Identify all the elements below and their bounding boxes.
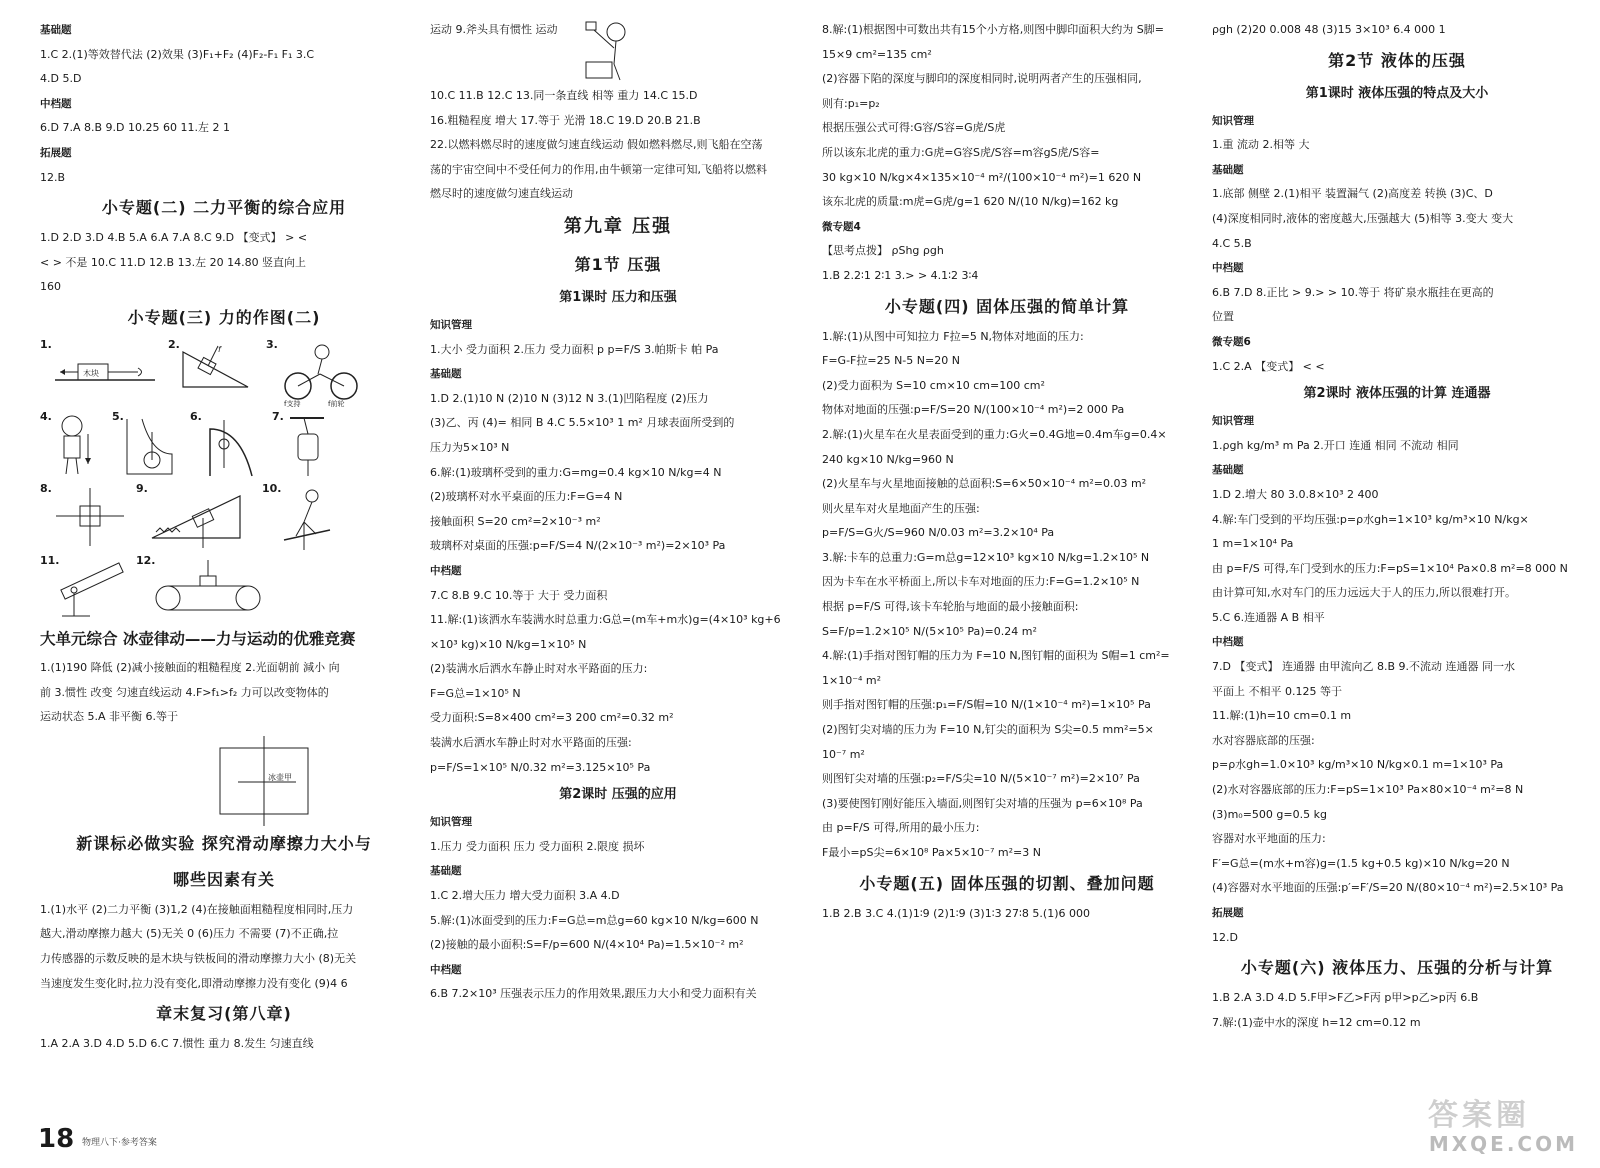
answer-line: 当速度发生变化时,拉力没有变化,即滑动摩擦力没有变化 (9)4 6 — [40, 976, 348, 990]
block-label: 木块 — [83, 368, 99, 378]
answer-line: 由 p=F/S 可得,所用的最小压力: — [822, 821, 980, 835]
difficulty-label: 中档题 — [40, 97, 72, 110]
topic-4-title: 小专题(四) 固体压强的简单计算 — [884, 296, 1130, 316]
answer-line: 1.(1)水平 (2)二力平衡 (3)1,2 (4)在接触面粗糙程度相同时,压力 — [40, 902, 354, 916]
answer-line: 位置 — [1212, 310, 1234, 324]
answer-line: (2)火星车与火星地面接触的总面积:S=6×50×10⁻⁴ m²=0.03 m² — [822, 477, 1147, 491]
fig-label-4: 4. — [40, 409, 52, 423]
svg-text:f支持: f支持 — [284, 399, 301, 408]
answer-line: (2)接触的最小面积:S=F/p=600 N/(4×10⁴ Pa)=1.5×10⁻² m² — [430, 938, 744, 952]
column-3 — [822, 18, 1192, 1116]
topic-6-title: 小专题(六) 液体压力、压强的分析与计算 — [1240, 958, 1554, 978]
answer-line: 7.C 8.B 9.C 10.等于 大于 受力面积 — [430, 588, 608, 602]
unit-review-title: 大单元综合 冰壶律动——力与运动的优雅竞赛 — [40, 629, 356, 648]
page-footer-subtitle: 物理八下·参考答案 — [82, 1138, 157, 1148]
answer-line: 容器对水平地面的压力: — [1212, 832, 1326, 846]
axe-chopping-figure — [580, 18, 636, 82]
answer-line: 玻璃杯对桌面的压强:p=F/S=4 N/(2×10⁻³ m²)=2×10³ Pa — [430, 539, 726, 553]
answer-line: 1.D 2.D 3.D 4.B 5.A 6.A 7.A 8.C 9.D 【变式】 > < — [40, 231, 308, 245]
fig-label-1: 1. — [40, 337, 52, 351]
difficulty-label: 知识管理 — [1212, 415, 1254, 428]
answer-line: 前 3.惯性 改变 匀速直线运动 4.F>f₁>f₂ 力可以改变物体的 — [40, 685, 329, 699]
answer-line: 则图钉尖对墙的压强:p₂=F/S尖=10 N/(5×10⁻⁷ m²)=2×10⁷ Pa — [822, 772, 1140, 786]
curling-label: 冰壶甲 — [268, 772, 292, 782]
answer-line: < > 不是 10.C 11.D 12.B 13.左 20 14.80 竖直向上 — [40, 255, 307, 269]
answer-line: 2.解:(1)火星车在火星表面受到的重力:G火=0.4G地=0.4m车g=0.4× — [822, 427, 1167, 441]
experiment-title-line-2: 哪些因素有关 — [172, 869, 275, 889]
answer-line: 1.大小 受力面积 2.压力 受力面积 p p=F/S 3.帕斯卡 帕 Pa — [430, 342, 719, 356]
bicycle-rider-diagram — [278, 342, 368, 408]
answer-line: 越大,滑动摩擦力越大 (5)无关 0 (6)压力 不需要 (7)不正确,拉 — [40, 927, 339, 941]
answer-line: 1.B 2.A 3.D 4.D 5.F甲>F乙>F丙 p甲>p乙>p丙 6.B — [1212, 991, 1479, 1005]
conveyor-belt-diagram — [148, 558, 268, 620]
difficulty-label: 基础题 — [430, 865, 462, 878]
skier-diagram — [274, 486, 344, 552]
answer-line: 受力面积:S=8×400 cm²=3 200 cm²=0.32 m² — [430, 711, 674, 725]
watermark-logo-chinese: 答案圈 — [1428, 1098, 1530, 1133]
watermark-logo: MXQE.COM — [1428, 1132, 1578, 1156]
fig-label-3: 3. — [266, 337, 278, 351]
fig-label-12: 12. — [136, 553, 156, 567]
page-number: 18 — [38, 1124, 75, 1154]
answer-line: 1.底部 侧壁 2.(1)相平 装置漏气 (2)高度差 转换 (3)C、D — [1212, 187, 1493, 201]
col2-top-block — [430, 18, 806, 84]
fig-label-7: 7. — [272, 409, 284, 423]
difficulty-label: 基础题 — [40, 24, 72, 36]
section-2-lesson-2-title: 第2课时 液体压强的计算 连通器 — [1303, 386, 1491, 402]
block-forces-diagram — [50, 486, 130, 552]
svg-text:f前轮: f前轮 — [328, 399, 345, 408]
force-diagram-row-3 — [40, 482, 408, 552]
difficulty-label: 中档题 — [1212, 636, 1244, 649]
answer-line: 5.解:(1)冰面受到的压力:F=G总=m总g=60 kg×10 N/kg=600 N — [430, 913, 759, 927]
difficulty-label: 知识管理 — [430, 816, 472, 829]
answer-line: 由计算可知,水对车门的压力远远大于人的压力,所以很难打开。 — [1212, 586, 1516, 600]
answer-line: 10⁻⁷ m² — [822, 747, 865, 761]
hanging-object-diagram — [284, 414, 334, 480]
block-pull-diagram — [50, 342, 160, 392]
answer-line: (2)装满水后洒水车静止时对水平路面的压力: — [430, 662, 648, 676]
answer-line: 1.B 2.B 3.C 4.(1)1∶9 (2)1∶9 (3)1∶3 27∶8 5.(1)6 000 — [822, 906, 1090, 920]
answer-line: 由 p=F/S 可得,车门受到水的压力:F=pS=1×10⁴ Pa×0.8 m²=8 000 N — [1212, 561, 1568, 575]
answer-line: (3)要使图钉刚好能压入墙面,则图钉尖对墙的压强为 p=6×10⁸ Pa — [822, 796, 1143, 810]
difficulty-label: 中档题 — [1212, 262, 1244, 275]
difficulty-label: 知识管理 — [430, 318, 472, 331]
fig-label-10: 10. — [262, 481, 282, 495]
answer-line: 12.D — [1212, 930, 1238, 944]
answer-line: 燃尽时的速度做匀速直线运动 — [430, 187, 573, 201]
answer-line: (2)水对容器底部的压力:F=pS=1×10³ Pa×80×10⁻⁴ m²=8 N — [1212, 783, 1524, 797]
answer-line: (3)乙、丙 (4)= 相同 B 4.C 5.5×10³ 1 m² 月球表面所受到的 — [430, 416, 735, 430]
answer-line: 压力为5×10³ N — [430, 440, 510, 454]
answer-line: 所以该东北虎的重力:G虎=G容S虎/S容=m容gS虎/S容= — [822, 145, 1100, 159]
answer-line: 1.A 2.A 3.D 4.D 5.D 6.C 7.惯性 重力 8.发生 匀速直线 — [40, 1037, 314, 1051]
difficulty-label: 微专题4 — [822, 220, 861, 233]
answer-line: 240 kg×10 N/kg=960 N — [822, 452, 954, 466]
answer-line: 4.解:车门受到的平均压强:p=ρ水gh=1×10³ kg/m³×10 N/kg× — [1212, 512, 1529, 526]
answer-line: 16.粗糙程度 增大 17.等于 光滑 18.C 19.D 20.B 21.B — [430, 113, 701, 127]
answer-line: 则有:p₁=p₂ — [822, 96, 880, 110]
column-4 — [1212, 18, 1582, 1116]
answer-line: ×10³ kg)×10 N/kg=1×10⁵ N — [430, 637, 587, 651]
answer-line: 1.重 流动 2.相等 大 — [1212, 138, 1310, 152]
answer-line: (4)深度相同时,液体的密度越大,压强越大 (5)相等 3.变大 变大 — [1212, 211, 1514, 225]
answer-line: 12.B — [40, 170, 66, 184]
answer-line: 荡的宇宙空间中不受任何力的作用,由牛顿第一定律可知,飞船将以燃料 — [430, 162, 767, 176]
answer-line: S=F/p=1.2×10⁵ N/(5×10⁵ Pa)=0.24 m² — [822, 624, 1037, 638]
answer-line: 物体对地面的压强:p=F/S=20 N/(100×10⁻⁴ m²)=2 000 Pa — [822, 403, 1125, 417]
answer-line: 1.压力 受力面积 压力 受力面积 2.限度 损坏 — [430, 839, 645, 853]
difficulty-label: 知识管理 — [1212, 114, 1254, 127]
answer-line: F=G总=1×10⁵ N — [430, 686, 521, 700]
answer-line: (2)容器下陷的深度与脚印的深度相同时,说明两者产生的压强相同, — [822, 72, 1142, 86]
answer-line: p=ρ水gh=1.0×10³ kg/m³×10 N/kg×0.1 m=1×10³ Pa — [1212, 758, 1504, 772]
answer-line: 7.D 【变式】 连通器 由甲流向乙 8.B 9.不流动 连通器 同一水 — [1212, 660, 1515, 674]
curling-force-diagram — [40, 732, 408, 824]
incline-spring-diagram — [148, 486, 248, 552]
topic-3-title: 小专题(三) 力的作图(二) — [127, 307, 321, 327]
answer-line: 1.C 2.增大压力 增大受力面积 3.A 4.D — [430, 889, 620, 903]
answer-line: (2)受力面积为 S=10 cm×10 cm=100 cm² — [822, 378, 1045, 392]
answer-line: 8.解:(1)根据图中可数出共有15个小方格,则图中脚印面积大约为 S脚= — [822, 23, 1164, 36]
answer-line: 1.C 2.(1)等效替代法 (2)效果 (3)F₁+F₂ (4)F₂-F₁ F₁ 3.C — [40, 47, 315, 61]
col4-top-line: ρgh (2)20 0.008 48 (3)15 3×10³ 6.4 000 1 — [1212, 23, 1446, 36]
answer-line: 1.D 2.增大 80 3.0.8×10³ 2 400 — [1212, 487, 1379, 501]
incline-block-diagram — [178, 342, 258, 392]
answer-line: 1×10⁻⁴ m² — [822, 673, 882, 687]
topic-5-title: 小专题(五) 固体压强的切割、叠加问题 — [859, 873, 1155, 893]
ball-in-groove-diagram — [122, 414, 177, 480]
answer-line: 1.解:(1)从图中可知拉力 F拉=5 N,物体对地面的压力: — [822, 329, 1084, 343]
fig-label-8: 8. — [40, 481, 52, 495]
answer-line: 力传感器的示数反映的是木块与铁板间的滑动摩擦力大小 (8)无关 — [40, 951, 357, 965]
answer-line: 5.C 6.连通器 A B 相平 — [1212, 610, 1325, 624]
force-diagram-row-1 — [40, 338, 408, 408]
fig-label-6: 6. — [190, 409, 202, 423]
answer-line: 平面上 不相平 0.125 等于 — [1212, 684, 1342, 698]
answer-line: F′=G总=(m水+m容)g=(1.5 kg+0.5 kg)×10 N/kg=20 N — [1212, 856, 1510, 870]
answer-line: (4)容器对水平地面的压强:p′=F′/S=20 N/(80×10⁻⁴ m²)=2.5×10³ Pa — [1212, 881, 1564, 895]
chapter-9-title: 第九章 压强 — [563, 215, 673, 237]
answer-line: 因为卡车在水平桥面上,所以卡车对地面的压力:F=G=1.2×10⁵ N — [822, 575, 1140, 589]
difficulty-label: 中档题 — [430, 963, 462, 976]
force-diagram-row-2 — [40, 410, 408, 480]
answer-line: 1.ρgh kg/m³ m Pa 2.开口 连通 相同 不流动 相同 — [1212, 438, 1459, 452]
experiment-title-line-1: 新课标必做实验 探究滑动摩擦力大小与 — [76, 833, 372, 853]
answer-line: 4.D 5.D — [40, 72, 82, 86]
fig-label-5: 5. — [112, 409, 124, 423]
answer-line: 7.解:(1)壶中水的深度 h=12 cm=0.12 m — [1212, 1015, 1421, 1029]
answer-line: 6.B 7.D 8.正比 > 9.> > 10.等于 将矿泉水瓶挂在更高的 — [1212, 285, 1494, 299]
answer-line: F=G-F拉=25 N-5 N=20 N — [822, 354, 960, 368]
column-2 — [430, 18, 806, 1116]
difficulty-label: 中档题 — [430, 564, 462, 577]
force-diagram-row-4 — [40, 554, 408, 620]
lesson-1-title: 第1课时 压力和压强 — [559, 289, 677, 305]
answer-line: 3.解:卡车的总重力:G=m总g=12×10³ kg×10 N/kg=1.2×10⁵ N — [822, 550, 1150, 564]
answer-line: 根据 p=F/S 可得,该卡车轮胎与地面的最小接触面积: — [822, 600, 1079, 614]
answer-line: 11.解:(1)该洒水车装满水时总重力:G总=(m车+m水)g=(4×10³ kg+6 — [430, 613, 781, 627]
fig-label-2: 2. — [168, 337, 180, 351]
answer-line: 1.C 2.A 【变式】 < < — [1212, 359, 1325, 373]
answer-line: 1.(1)190 降低 (2)减小接触面的粗糙程度 2.光面朝前 減小 向 — [40, 660, 340, 674]
answer-line: 11.解:(1)h=10 cm=0.1 m — [1212, 709, 1352, 723]
answer-line: 30 kg×10 N/kg×4×135×10⁻⁴ m²/(100×10⁻⁴ m²)=1 620 N — [822, 170, 1142, 184]
lesson-2-title: 第2课时 压强的应用 — [559, 787, 677, 803]
answer-line: (2)图钉尖对墙的压力为 F=10 N,钉尖的面积为 S尖=0.5 mm²=5× — [822, 723, 1154, 737]
difficulty-label: 基础题 — [1212, 163, 1244, 176]
answer-line: 则手指对图钉帽的压强:p₁=F/S帽=10 N/(1×10⁻⁴ m²)=1×10⁵ Pa — [822, 698, 1151, 712]
column-1 — [40, 18, 408, 1116]
answer-line: F最小=pS尖=6×10⁸ Pa×5×10⁻⁷ m²=3 N — [822, 846, 1041, 859]
col2-top-line: 运动 9.斧头具有惯性 运动 — [430, 23, 558, 36]
answer-line: 1.B 2.2∶1 2∶1 3.> > 4.1∶2 3∶4 — [822, 268, 979, 282]
answer-line: 运动状态 5.A 非平衡 6.等于 — [40, 710, 179, 724]
answer-line: p=F/S=G火/S=960 N/0.03 m²=3.2×10⁴ Pa — [822, 526, 1055, 540]
answer-line: 1 m=1×10⁴ Pa — [1212, 537, 1294, 551]
answer-line: 160 — [40, 280, 61, 294]
answer-line: 【思考点拨】 ρShg ρgh — [822, 244, 944, 258]
answer-line: (3)m₀=500 g=0.5 kg — [1212, 807, 1327, 821]
answer-line: 该东北虎的质量:m虎=G虎/g=1 620 N/(10 N/kg)=162 kg — [822, 195, 1119, 209]
difficulty-label: 微专题6 — [1212, 335, 1251, 348]
answer-line: 6.B 7.2×10³ 压强表示压力的作用效果,跟压力大小和受力面积有关 — [430, 987, 757, 1001]
svg-text:f: f — [218, 344, 221, 354]
difficulty-label: 拓展题 — [1212, 907, 1244, 919]
answer-line: 装满水后洒水车静止时对水平路面的压强: — [430, 736, 632, 750]
answer-line: 10.C 11.B 12.C 13.同一条直线 相等 重力 14.C 15.D — [430, 89, 698, 102]
boy-figure-diagram — [50, 414, 105, 480]
curved-track-diagram — [200, 414, 260, 480]
answer-line: 6.D 7.A 8.B 9.D 10.25 60 11.左 2 1 — [40, 121, 230, 135]
chapter-review-title: 章末复习(第八章) — [156, 1004, 292, 1024]
answer-line: 6.解:(1)玻璃杯受到的重力:G=mg=0.4 kg×10 N/kg=4 N — [430, 465, 722, 479]
answer-line: 4.解:(1)手指对图钉帽的压力为 F=10 N,图钉帽的面积为 S帽=1 cm²= — [822, 649, 1170, 663]
answer-line: (2)玻璃杯对水平桌面的压力:F=G=4 N — [430, 490, 623, 504]
answer-line: 根据压强公式可得:G容/S容=G虎/S虎 — [822, 121, 1006, 135]
section-1-title: 第1节 压强 — [574, 254, 662, 274]
topic-2-title: 小专题(二) 二力平衡的综合应用 — [101, 198, 347, 218]
answer-line: 1.D 2.(1)10 N (2)10 N (3)12 N 3.(1)凹陷程度 (2)压力 — [430, 391, 709, 405]
answer-line: 则火星车对火星地面产生的压强: — [822, 501, 980, 515]
answer-line: p=F/S=1×10⁵ N/0.32 m²=3.125×10⁵ Pa — [430, 760, 651, 774]
difficulty-label: 基础题 — [430, 368, 462, 381]
answer-line: 接触面积 S=20 cm²=2×10⁻³ m² — [430, 514, 601, 528]
lever-diagram — [50, 558, 130, 620]
fig-label-11: 11. — [40, 553, 60, 567]
difficulty-label: 基础题 — [1212, 464, 1244, 477]
section-2-lesson-1-title: 第1课时 液体压强的特点及大小 — [1305, 85, 1489, 101]
section-2-title: 第2节 液体的压强 — [1328, 50, 1466, 70]
answer-line: 4.C 5.B — [1212, 236, 1252, 250]
answer-line: 水对容器底部的压强: — [1212, 733, 1315, 747]
answer-line: 15×9 cm²=135 cm² — [822, 47, 932, 61]
difficulty-label: 拓展题 — [40, 146, 72, 159]
fig-label-9: 9. — [136, 481, 148, 495]
answer-line: 22.以燃料燃尽时的速度做匀速直线运动 假如燃料燃尽,则飞船在空荡 — [430, 138, 763, 152]
